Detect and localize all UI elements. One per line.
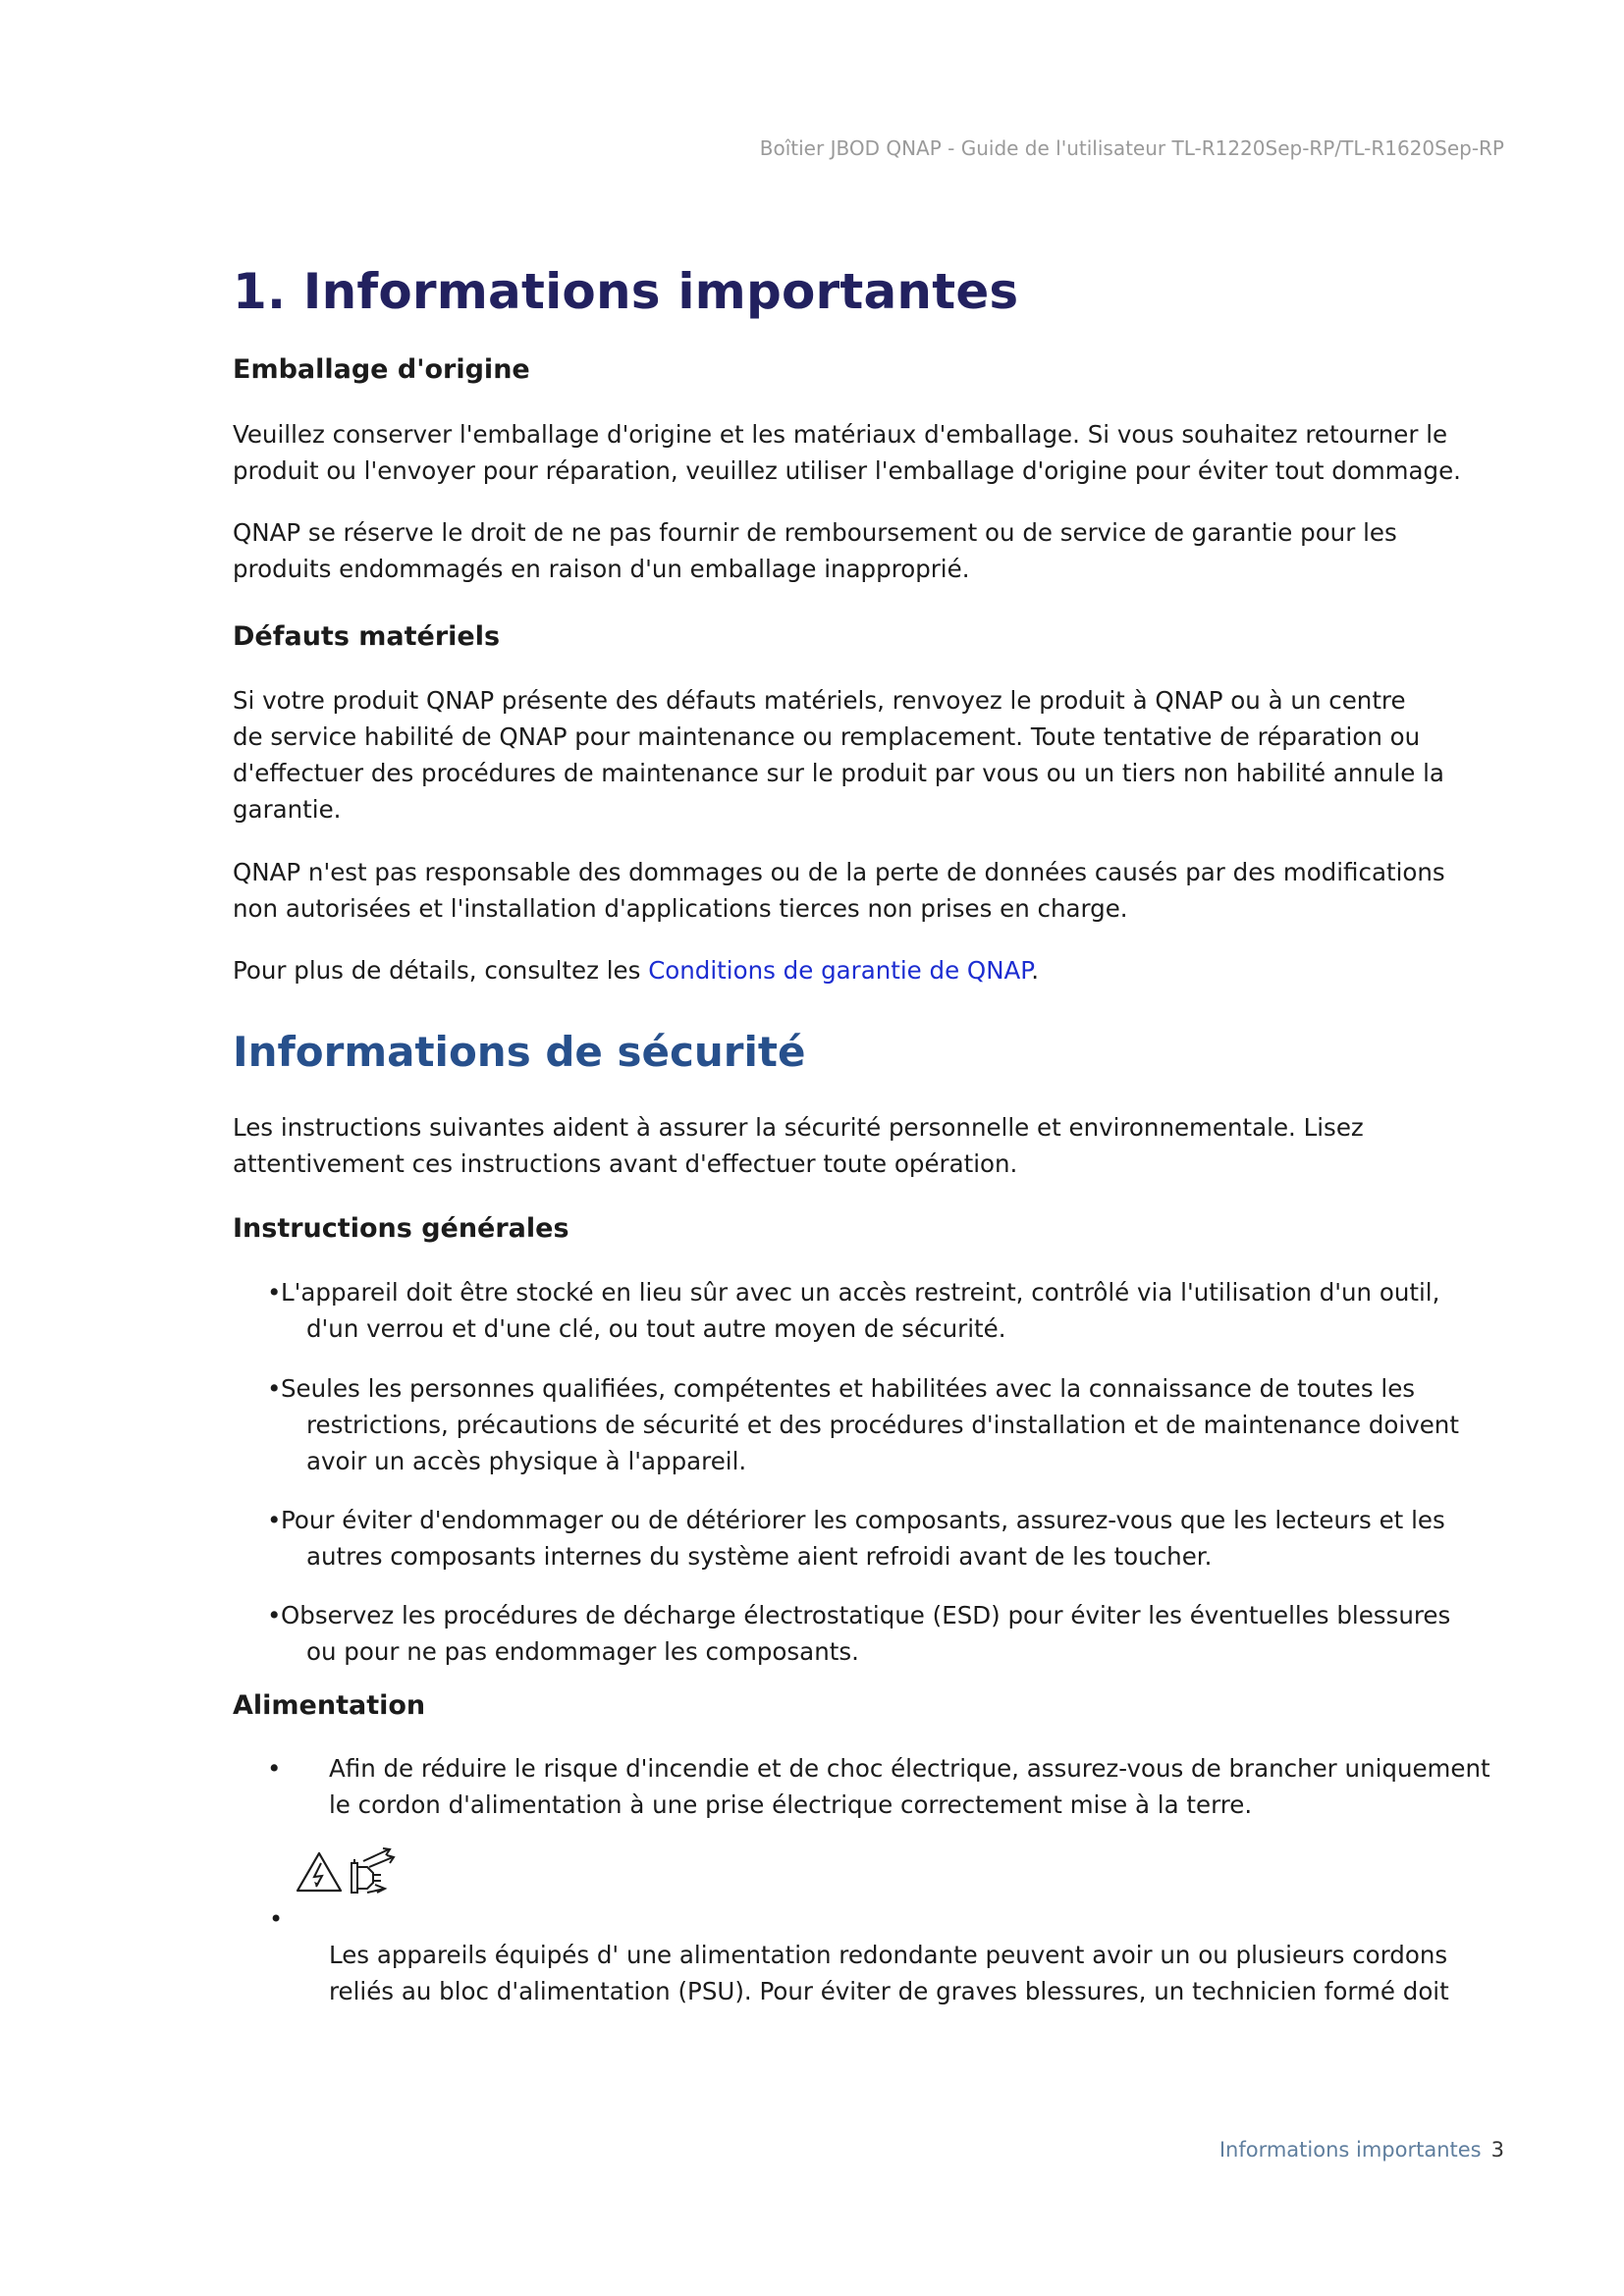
text-line: Si votre produit QNAP présente des défauts matériels, renvoyez le produit à QNAP ou à un centre [233,686,1406,715]
warranty-terms-link[interactable]: Conditions de garantie de QNAP [648,956,1032,985]
safety-intro [233,1109,1391,1182]
bullet-marker: • [269,1905,284,1933]
heading-power: Alimentation [233,1690,426,1721]
text-line: Les instructions suivantes aident à assurer la sécurité personnelle et environnementale. Lisez [233,1113,1364,1142]
electric-hazard-warning-icon [298,1853,341,1891]
text-line: L'appareil doit être stocké en lieu sûr avec un accès restreint, contrôlé via l'utilisation d'un outil, [281,1278,1440,1307]
text-segment: Pour plus de détails, consultez les [233,956,649,985]
text-line: Afin de réduire le risque d'incendie et de choc électrique, assurez-vous de brancher uniquement [329,1754,1490,1783]
heading-hardware-defects: Défauts matériels [233,621,501,652]
page-number: 3 [1490,2138,1504,2162]
heading-safety-information: Informations de sécurité [233,1028,806,1076]
text-line: QNAP se réserve le droit de ne pas fournir de remboursement ou de service de garantie pour les [233,518,1397,547]
defects-paragraph-3 [233,952,1391,988]
text-line: Veuillez conserver l'emballage d'origine et les matériaux d'emballage. Si vous souhaitez retourner le [233,420,1448,449]
bullet-marker: • [267,1278,282,1307]
text-line: avoir un accès physique à l'appareil. [306,1447,747,1475]
text-line: le cordon d'alimentation à une prise électrique correctement mise à la terre. [329,1790,1253,1819]
chapter-title: 1. Informations importantes [233,263,1019,320]
text-line: produits endommagés en raison d'un emballage inapproprié. [233,555,970,583]
packaging-paragraph-1 [233,416,1461,489]
running-header: Boîtier JBOD QNAP - Guide de l'utilisateur TL-R1220Sep-RP/TL-R1620Sep-RP [759,136,1504,160]
text-line: Pour éviter d'endommager ou de détériorer les composants, assurez-vous que les lecteurs et les [281,1506,1445,1534]
text-line: Les appareils équipés d' une alimentation redondante peuvent avoir un ou plusieurs cordons [329,1941,1448,1969]
text-line: d'effectuer des procédures de maintenance sur le produit par vous ou un tiers non habilité annule la [233,759,1444,787]
heading-general-instructions: Instructions générales [233,1213,569,1244]
unplug-power-cords-icon [352,1848,394,1893]
text-line: de service habilité de QNAP pour maintenance ou remplacement. Toute tentative de réparation ou [233,722,1421,751]
defects-paragraph-2 [233,854,1445,927]
text-line: reliés au bloc d'alimentation (PSU). Pour éviter de graves blessures, un technicien formé doit [329,1977,1449,2005]
text-line: Observez les procédures de décharge électrostatique (ESD) pour éviter les éventuelles blessures [281,1601,1451,1629]
bullet-marker: • [267,1754,282,1783]
text-line: autres composants internes du système aient refroidi avant de les toucher. [306,1542,1213,1571]
text-line: garantie. [233,795,342,824]
bullet-marker: • [267,1374,282,1403]
footer-section-title: Informations importantes [1218,2138,1482,2162]
warning-icons-svg [295,1845,452,1914]
text-line: attentivement ces instructions avant d'effectuer toute opération. [233,1149,1018,1178]
power-warning-icons [295,1845,452,1914]
text-segment: . [1031,956,1040,985]
text-line: produit ou l'envoyer pour réparation, veuillez utiliser l'emballage d'origine pour éviter tout dommage. [233,456,1461,485]
text-line: restrictions, précautions de sécurité et des procédures d'installation et de maintenance doivent [306,1411,1459,1439]
text-line: d'un verrou et d'une clé, ou tout autre moyen de sécurité. [306,1314,1006,1343]
page-footer [1219,2138,1504,2162]
defects-paragraph-1 [233,682,1444,828]
text-line: Seules les personnes qualifiées, compétentes et habilitées avec la connaissance de toutes les [281,1374,1416,1403]
packaging-paragraph-2 [233,514,1397,587]
bullet-marker: • [267,1506,282,1534]
text-line: ou pour ne pas endommager les composants. [306,1637,859,1666]
heading-original-packaging: Emballage d'origine [233,354,530,385]
bullet-marker: • [267,1601,282,1629]
text-line: QNAP n'est pas responsable des dommages ou de la perte de données causés par des modifications [233,858,1445,886]
text-line: non autorisées et l'installation d'applications tierces non prises en charge. [233,894,1128,923]
